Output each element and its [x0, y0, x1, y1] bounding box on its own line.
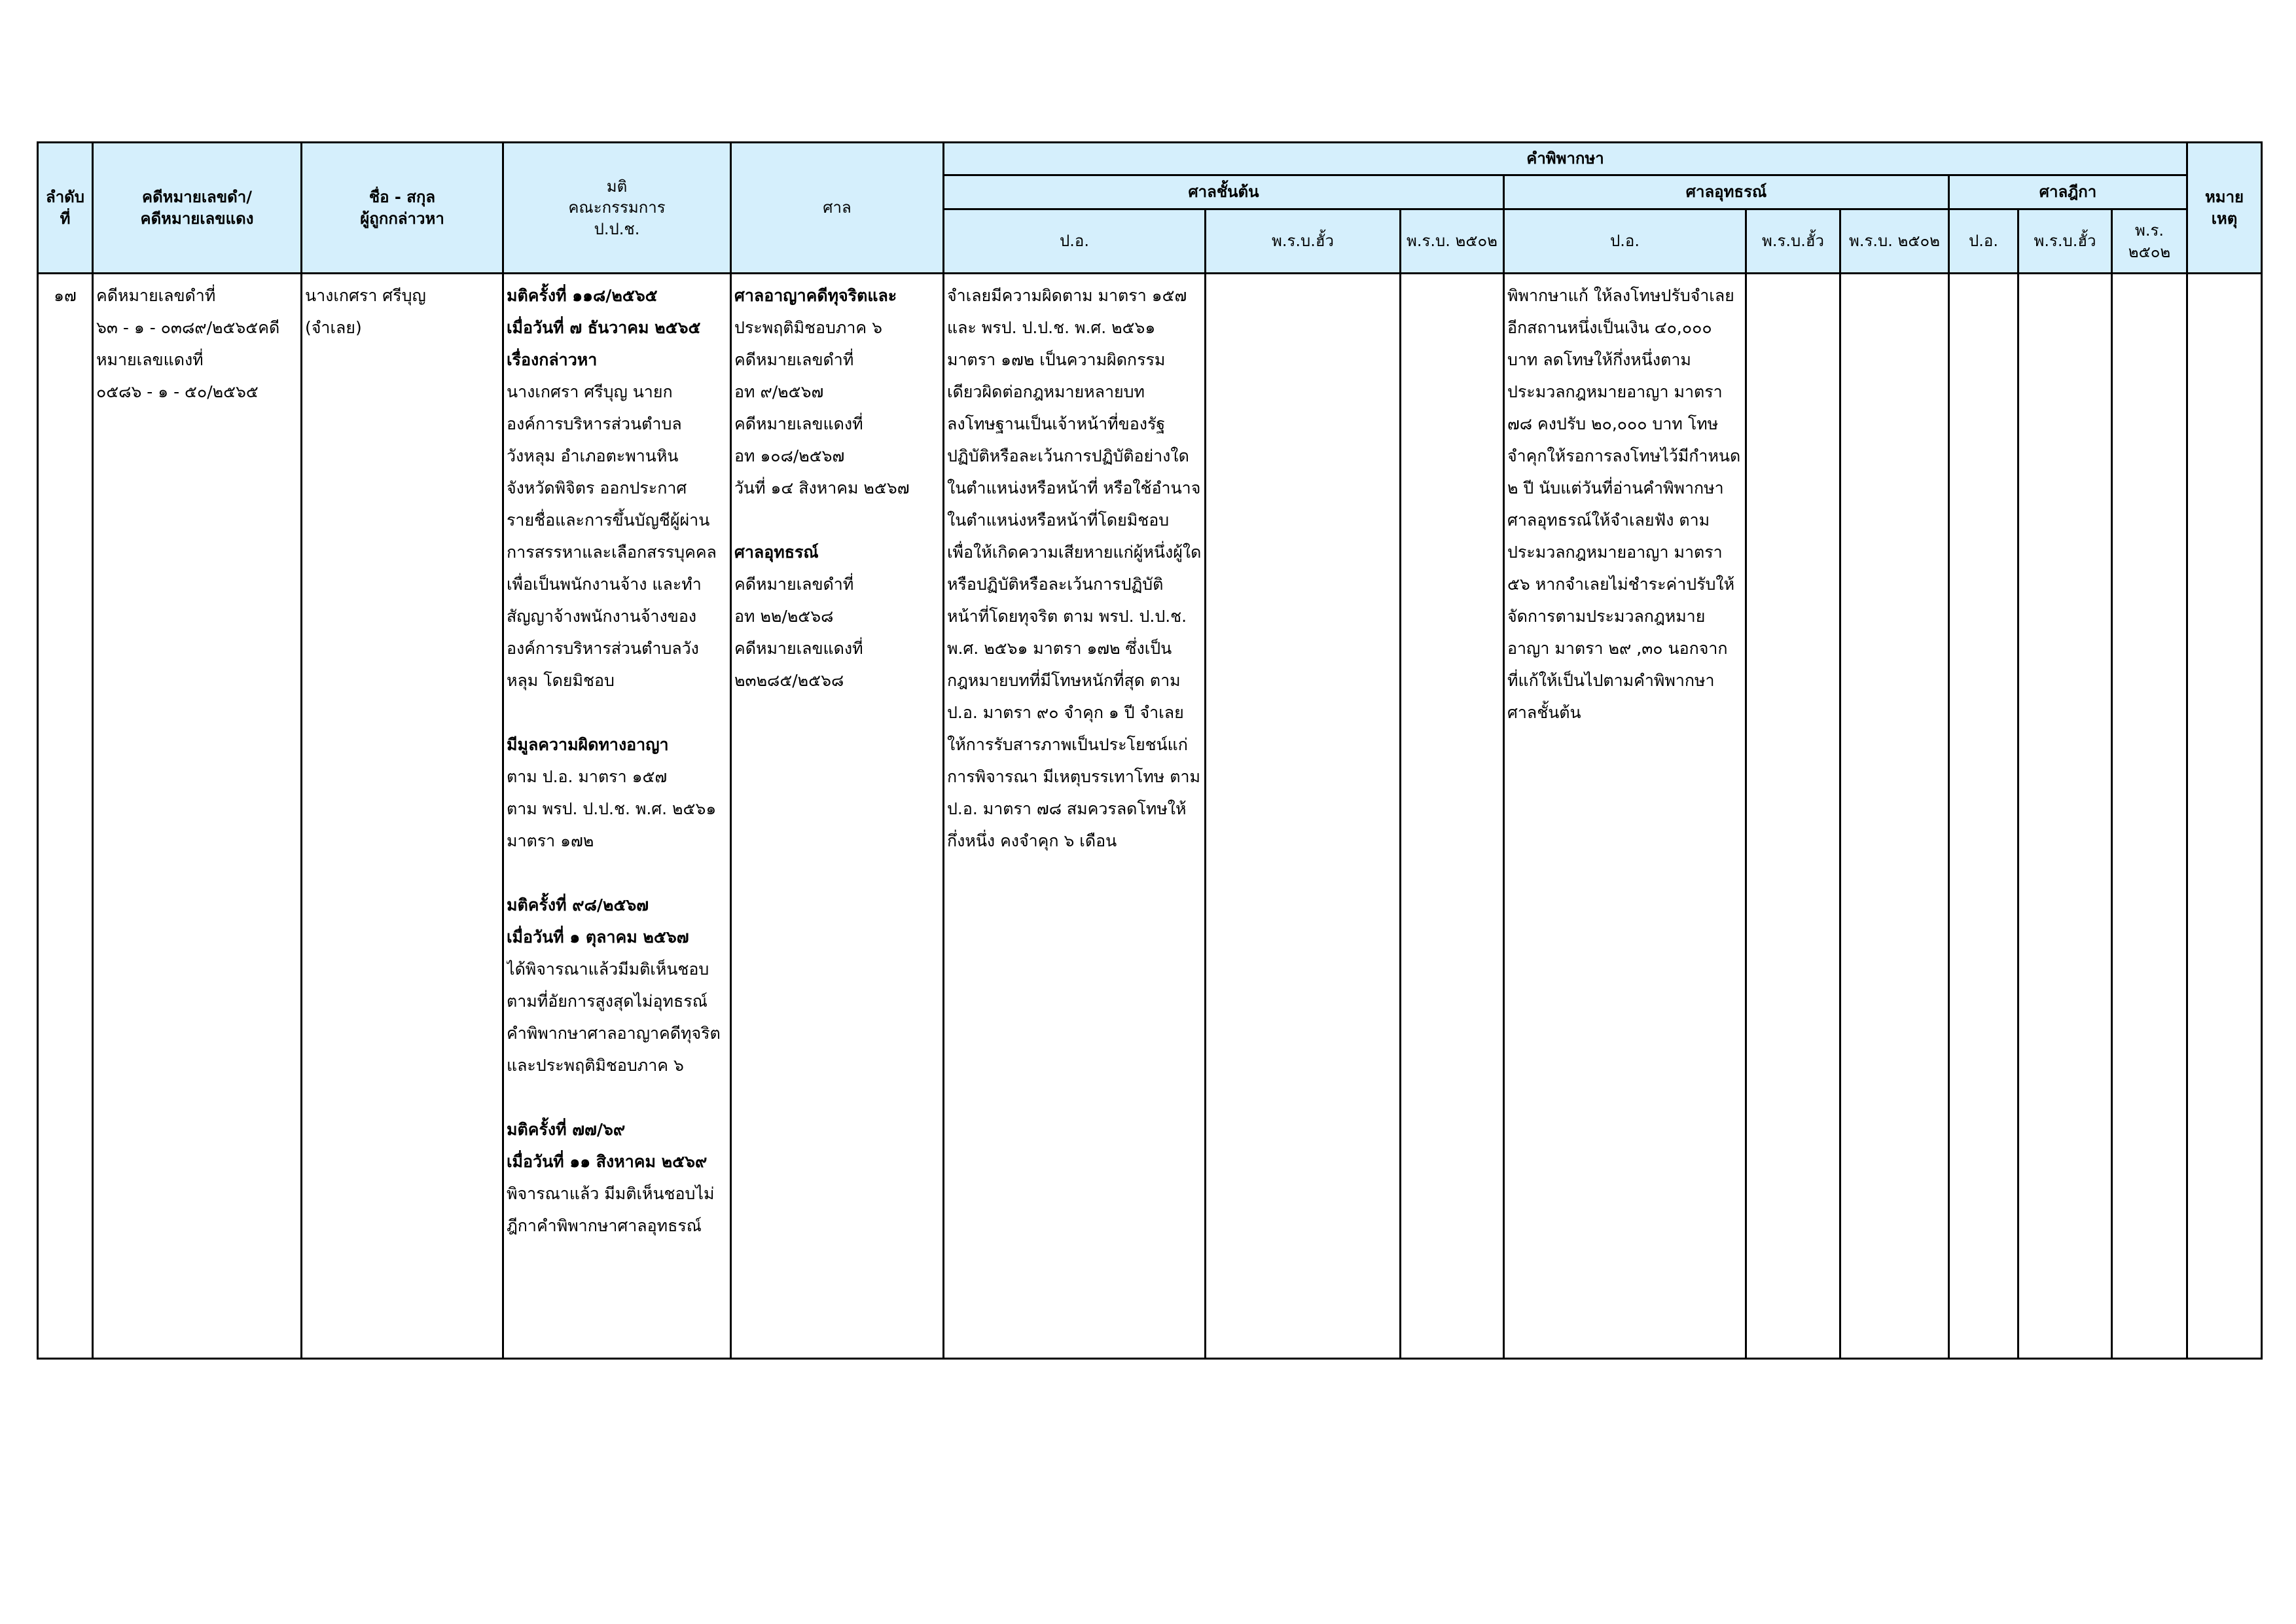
header-supreme-court: ศาลฎีกา [1949, 175, 2187, 209]
judgment-text: บาท ลดโทษให้กึ่งหนึ่งตาม [1507, 350, 1691, 369]
header-case-no [93, 143, 302, 274]
header-seq [38, 143, 93, 274]
judgment-text: ๗๘ คงปรับ ๒๐,๐๐๐ บาท โทษ [1507, 414, 1719, 433]
judgment-text: ปฏิบัติหรือละเว้นการปฏิบัติอย่างใด [947, 446, 1189, 465]
cell-first-2502 [1401, 274, 1504, 1359]
header-remark-line1: หมาย [2204, 188, 2244, 207]
header-remark [2187, 143, 2262, 274]
spacer [507, 857, 727, 889]
cell-appeal-po [1504, 274, 1746, 1359]
judgment-text: พ.ศ. ๒๕๖๑ มาตรา ๑๗๒ ซึ่งเป็น [947, 639, 1172, 658]
court-text: คดีหมายเลขดำที่ [734, 350, 854, 369]
resolution-text: รายชื่อและการขึ้นบัญชีผู้ผ่าน [507, 511, 710, 530]
header-seq-line1: ลำดับ [45, 188, 84, 207]
court-text: คดีหมายเลขแดงที่ [734, 414, 863, 433]
cell-court [731, 274, 944, 1359]
judgment-text: ๕๖ หากจำเลยไม่ชำระค่าปรับให้ [1507, 575, 1735, 594]
judgment-text: การพิจารณา มีเหตุบรรเทาโทษ ตาม [947, 767, 1200, 786]
resolution-text: และประพฤติมิชอบภาค ๖ [507, 1056, 684, 1075]
court-text: วันที่ ๑๔ สิงหาคม ๒๕๖๗ [734, 478, 910, 497]
resolution-text: ตาม ป.อ. มาตรา ๑๕๗ [507, 767, 668, 786]
header-resolution [503, 143, 731, 274]
seq-number: ๑๗ [54, 286, 77, 305]
court-text: คดีหมายเลขแดงที่ [734, 639, 863, 658]
resolution-text: วังหลุม อำเภอตะพานหิน [507, 446, 679, 465]
judgment-text: ที่แก้ให้เป็นไปตามคำพิพากษา [1507, 671, 1715, 690]
resolution-text: หลุม โดยมิชอบ [507, 671, 615, 690]
header-supreme-2502 [2112, 209, 2187, 274]
judgment-text: พิพากษาแก้ ให้ลงโทษปรับจำเลย [1507, 286, 1734, 305]
resolution-heading: เรื่องกล่าวหา [507, 350, 598, 369]
accused-name: นางเกศรา ศรีบุญ [305, 286, 426, 305]
judgment-text: ศาลอุทธรณ์ให้จำเลยฟัง ตาม [1507, 511, 1710, 530]
resolution-text: นางเกศรา ศรีบุญ นายก [507, 382, 673, 401]
judgment-text: ในตำแหน่งหรือหน้าที่โดยมิชอบ [947, 511, 1170, 530]
header-first-po: ป.อ. [944, 209, 1206, 274]
case-no-line: หมายเลขแดงที่ [96, 350, 204, 369]
cell-supreme-anti-collusion [2018, 274, 2112, 1359]
resolution-text: องค์การบริหารส่วนตำบล [507, 414, 682, 433]
judgment-text: ป.อ. มาตรา ๙๐ จำคุก ๑ ปี จำเลย [947, 703, 1184, 722]
header-remark-line2: เหตุ [2211, 209, 2238, 228]
resolution-text: พิจารณาแล้ว มีมติเห็นชอบไม่ [507, 1184, 715, 1203]
header-resolution-line1: มติ [606, 177, 628, 196]
accused-role: (จำเลย) [305, 318, 362, 337]
resolution-heading: มติครั้งที่ ๑๑๘/๒๕๖๕ [507, 286, 658, 305]
header-first-court: ศาลชั้นต้น [944, 175, 1504, 209]
resolution-text: ได้พิจารณาแล้วมีมติเห็นชอบ [507, 960, 709, 979]
judgment-text: กึ่งหนึ่ง คงจำคุก ๖ เดือน [947, 831, 1117, 850]
judgment-text: หน้าที่โดยทุจริต ตาม พรป. ป.ป.ช. [947, 607, 1187, 626]
spacer [507, 696, 727, 729]
resolution-heading: มีมูลความผิดทางอาญา [507, 735, 669, 754]
judgment-text: ให้การรับสารภาพเป็นประโยชน์แก่ [947, 735, 1188, 754]
resolution-text: คำพิพากษาศาลอาญาคดีทุจริต [507, 1024, 721, 1043]
cell-remark [2187, 274, 2262, 1359]
header-judgment: คำพิพากษา [944, 143, 2187, 175]
header-name [302, 143, 503, 274]
header-appeal-anti-collusion: พ.ร.บ.ฮั้ว [1746, 209, 1840, 274]
header-name-line2: ผู้ถูกกล่าวหา [360, 209, 444, 228]
resolution-text: จังหวัดพิจิตร ออกประกาศ [507, 478, 687, 497]
judgment-text: ประมวลกฎหมายอาญา มาตรา [1507, 543, 1723, 562]
judgment-text: ลงโทษฐานเป็นเจ้าหน้าที่ของรัฐ [947, 414, 1166, 433]
court-text: คดีหมายเลขดำที่ [734, 575, 854, 594]
resolution-text: การสรรหาและเลือกสรรบุคคล [507, 543, 717, 562]
judgment-text: ประมวลกฎหมายอาญา มาตรา [1507, 382, 1723, 401]
resolution-text: ตาม พรป. ป.ป.ช. พ.ศ. ๒๕๖๑ [507, 799, 717, 818]
resolution-heading: เมื่อวันที่ ๗ ธันวาคม ๒๕๖๕ [507, 318, 701, 337]
resolution-heading: มติครั้งที่ ๙๘/๒๕๖๗ [507, 895, 649, 914]
cell-supreme-2502 [2112, 274, 2187, 1359]
header-first-2502: พ.ร.บ. ๒๕๐๒ [1401, 209, 1504, 274]
judgment-text: เพื่อให้เกิดความเสียหายแก่ผู้หนึ่งผู้ใด [947, 543, 1202, 562]
judgment-text: อีกสถานหนึ่งเป็นเงิน ๔๐,๐๐๐ [1507, 318, 1712, 337]
judgment-text: กฎหมายบทที่มีโทษหนักที่สุด ตาม [947, 671, 1181, 690]
header-appeal-po: ป.อ. [1504, 209, 1746, 274]
judgment-text: มาตรา ๑๗๒ เป็นความผิดกรรม [947, 350, 1166, 369]
case-no-line: ๐๕๘๖ - ๑ - ๕๐/๒๕๖๕ [96, 382, 259, 401]
judgment-text: จัดการตามประมวลกฎหมาย [1507, 607, 1706, 626]
resolution-text: องค์การบริหารส่วนตำบลวัง [507, 639, 699, 658]
judgment-text: ป.อ. มาตรา ๗๘ สมควรลดโทษให้ [947, 799, 1187, 818]
cell-seq [38, 274, 93, 1359]
judgment-text: จำเลยมีความผิดตาม มาตรา ๑๕๗ [947, 286, 1187, 305]
cell-appeal-anti-collusion [1746, 274, 1840, 1359]
court-heading: ศาลอาญาคดีทุจริตและ [734, 286, 897, 305]
judgment-text: หรือปฏิบัติหรือละเว้นการปฏิบัติ [947, 575, 1164, 594]
court-text: อท ๒๒/๒๕๖๘ [734, 607, 834, 626]
header-appeal-2502: พ.ร.บ. ๒๕๐๒ [1840, 209, 1949, 274]
header-supreme-anti-collusion: พ.ร.บ.ฮั้ว [2018, 209, 2112, 274]
header-name-line1: ชื่อ - สกุล [368, 188, 436, 207]
cell-appeal-2502 [1840, 274, 1949, 1359]
court-text: ประพฤติมิชอบภาค ๖ [734, 318, 882, 337]
header-resolution-line2: คณะกรรมการ [568, 198, 666, 217]
spacer [734, 504, 940, 536]
judgment-text: เดียวผิดต่อกฎหมายหลายบท [947, 382, 1145, 401]
cell-resolution [503, 274, 731, 1359]
resolution-text: มาตรา ๑๗๒ [507, 831, 594, 850]
header-case-no-line1: คดีหมายเลขดำ/ [142, 188, 252, 207]
judgment-text: อาญา มาตรา ๒๙ ,๓๐ นอกจาก [1507, 639, 1728, 658]
cell-case-no [93, 274, 302, 1359]
header-appeal-court: ศาลอุทธรณ์ [1504, 175, 1949, 209]
resolution-text: ตามที่อัยการสูงสุดไม่อุทธรณ์ [507, 992, 708, 1011]
header-supreme-2502-line1: พ.ร. [2135, 221, 2164, 240]
header-seq-line2: ที่ [60, 209, 71, 228]
judgment-text: ศาลชั้นต้น [1507, 703, 1581, 722]
resolution-heading: เมื่อวันที่ ๑๑ สิงหาคม ๒๕๖๙ [507, 1152, 708, 1171]
header-first-anti-collusion: พ.ร.บ.ฮั้ว [1206, 209, 1401, 274]
table-row [38, 274, 2262, 1359]
resolution-text: เพื่อเป็นพนักงานจ้าง และทำ [507, 575, 702, 594]
judgment-text: ๒ ปี นับแต่วันที่อ่านคำพิพากษา [1507, 478, 1724, 497]
case-no-line: คดีหมายเลขดำที่ [96, 286, 216, 305]
resolution-heading: เมื่อวันที่ ๑ ตุลาคม ๒๕๖๗ [507, 928, 689, 947]
header-resolution-line3: ป.ป.ช. [594, 219, 640, 238]
case-table [37, 141, 2263, 1360]
header-supreme-po: ป.อ. [1949, 209, 2018, 274]
court-heading: ศาลอุทธรณ์ [734, 543, 819, 562]
court-text: ๒๓๒๘๕/๒๕๖๘ [734, 671, 844, 690]
header-case-no-line2: คดีหมายเลขแดง [140, 209, 254, 228]
resolution-text: ฎีกาคำพิพากษาศาลอุทธรณ์ [507, 1216, 702, 1235]
cell-name [302, 274, 503, 1359]
case-no-line: ๖๓ - ๑ - ๐๓๘๙/๒๕๖๕คดี [96, 318, 280, 337]
cell-first-anti-collusion [1206, 274, 1401, 1359]
spacer [507, 1081, 727, 1113]
cell-supreme-po [1949, 274, 2018, 1359]
judgment-text: จำคุกให้รอการลงโทษไว้มีกำหนด [1507, 446, 1741, 465]
resolution-heading: มติครั้งที่ ๗๗/๖๙ [507, 1120, 626, 1139]
court-text: อท ๙/๒๕๖๗ [734, 382, 824, 401]
judgment-text: และ พรป. ป.ป.ช. พ.ศ. ๒๕๖๑ [947, 318, 1156, 337]
header-court: ศาล [731, 143, 944, 274]
court-text: อท ๑๐๘/๒๕๖๗ [734, 446, 845, 465]
header-supreme-2502-line2: ๒๕๐๒ [2128, 242, 2171, 261]
cell-first-po [944, 274, 1206, 1359]
resolution-text: สัญญาจ้างพนักงานจ้างของ [507, 607, 697, 626]
judgment-text: ในตำแหน่งหรือหน้าที่ หรือใช้อำนาจ [947, 478, 1201, 497]
